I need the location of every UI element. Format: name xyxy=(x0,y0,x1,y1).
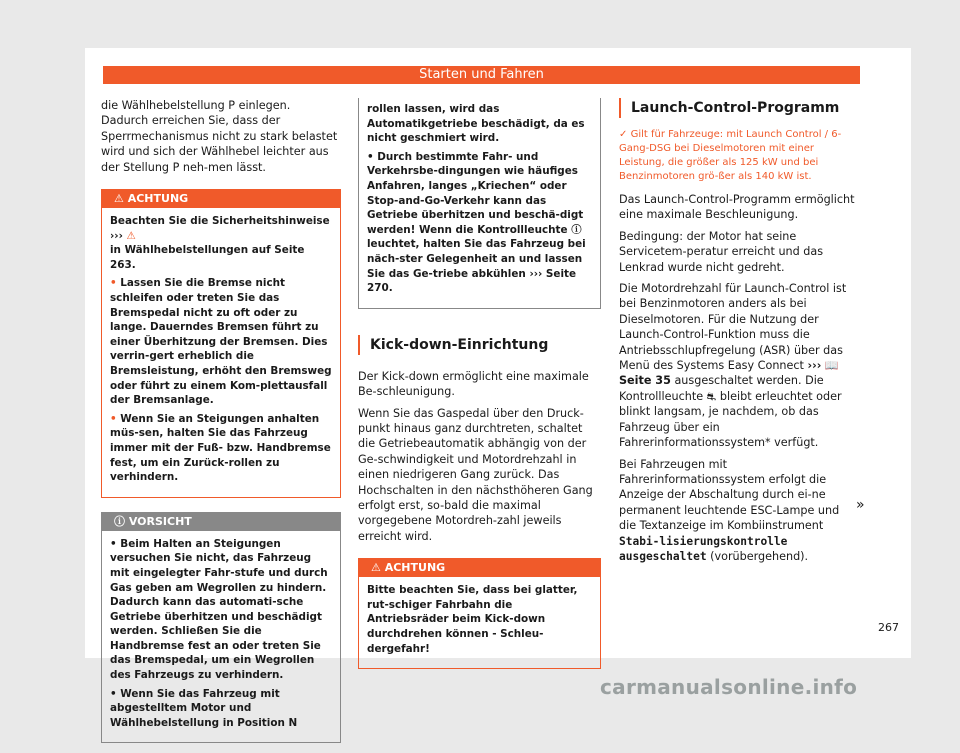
column-3 xyxy=(619,98,859,570)
caution-title: VORSICHT xyxy=(128,514,192,528)
warning-triangle-icon: ⚠ xyxy=(114,192,124,206)
esc-lamp-icon: ⛐ xyxy=(706,389,717,403)
caution-box xyxy=(101,512,341,744)
list-item: • Wenn Sie an Steigungen anhalten müs-sen, halten Sie das Fahrzeug immer mit der Fuß- bzw. Handbremse fest, um ein Zurück-rollen zu verhindern. xyxy=(110,412,331,484)
paragraph: Die Motordrehzahl für Launch-Control ist bei Benzinmotoren anders als bei Dieselmotoren. Für die Nutzung der Launch-Control-Funktion muss die Antriebsschlupfregelung (ASR) über das Menü des Systems Easy Connect ››› 📖 Seite 35 ausgeschaltet werden. Die Kontrollleuchte ⛐ bleibt erleuchtet oder blinkt langsam, je nachdem, ob das Fahrzeug über ein Fahrerinformationssystem* verfügt. xyxy=(619,282,847,450)
paragraph: Bei Fahrzeugen mit Fahrerinformationssystem erfolgt die Anzeige der Abschaltung durch ei-ne permanent leuchtende ESC-Lampe und die Textanzeige im Kombiinstrument Stabi-lisierungskontrolle ausgeschaltet (vorübergehend). xyxy=(619,457,840,563)
list-item: • Wenn Sie das Fahrzeug mit abgestelltem Motor und Wählhebelstellung in Position N xyxy=(110,687,298,729)
warning-ref-link[interactable]: in Wählhebelstellungen auf Seite 263. xyxy=(110,244,305,271)
list-item: • Durch bestimmte Fahr- und Verkehrsbe-dingungen wie häufiges Anfahren, langes „Kriechen“ oder Stop-and-Go-Verkehr kann das Getriebe überhitzen und beschä-digt werden! Wenn die Kontrollleuchte ⓘ leuchtet, halten Sie das Fahrzeug bei näch-ster Gelegenheit an und lassen Sie das Ge-triebe abkühlen ››› Seite 270. xyxy=(367,150,586,295)
list-item: • Beim Halten an Steigungen versuchen Sie nicht, das Fahrzeug mit eingelegter Fahr-stufe und durch Gas geben am Wegrollen zu hindern. Dadurch kann das automati-sche Getriebe überhitzen und beschädigt werden. Schließen Sie die Handbremse fest an oder treten Sie das Bremspedal, um ein Wegrollen des Fahrzeugs zu verhindern. xyxy=(110,537,328,682)
page-ref-arrow-icon: ››› xyxy=(529,267,543,280)
continue-mark: » xyxy=(856,497,865,513)
warning-ref-text: Beachten Sie die Sicherheitshinweise xyxy=(110,215,330,228)
intro-text: die Wählhebelstellung P einlegen. Dadurch erreichen Sie, dass der Sperrmechanismus nicht zu stark belastet wird und sich der Wählhebel leichter aus der Stellung P neh-men lässt. xyxy=(101,99,338,174)
warning-lamp-icon: ⓘ xyxy=(571,223,582,236)
paragraph: Bedingung: der Motor hat seine Servicetem-peratur erreicht und das Lenkrad wurde nicht gedreht. xyxy=(619,229,824,274)
warning-title: ACHTUNG xyxy=(384,561,446,575)
warning-ref-triangle-icon: ⚠ xyxy=(126,229,136,242)
warning-title: ACHTUNG xyxy=(127,192,189,206)
section-title-launch-control: Launch-Control-Programm xyxy=(619,98,859,118)
page-ref-arrow-icon: ››› xyxy=(110,229,123,242)
paragraph: Das Launch-Control-Programm ermöglicht eine maximale Beschleunigung. xyxy=(619,193,855,222)
paragraph: Wenn Sie das Gaspedal über den Druck-punkt hinaus ganz durchtreten, schaltet die Getriebeautomatik abhängig von der Ge-schwindigkeit und Motordrehzahl in einen niedrigeren Gang zurück. Das Hochschalten in den nächsthöheren Gang erfolgt erst, so-bald die maximal vorgegebene Motordreh-zahl jeweils erreicht wird. xyxy=(358,406,593,543)
column-2 xyxy=(358,98,601,679)
info-circle-icon: ⓘ xyxy=(114,514,125,528)
book-icon: 📖 xyxy=(824,359,839,373)
warning-box-2: ⚠ ACHTUNG Bitte beachten Sie, dass bei glatter, rut-schiger Fahrbahn die Antriebsräder beim Kick-down durchdrehen können - Schleu-dergefahr! xyxy=(358,558,601,669)
chapter-header: Starten und Fahren xyxy=(103,66,860,84)
list-item: • Lassen Sie die Bremse nicht schleifen oder treten Sie das Bremspedal nicht zu oft oder zu lange. Dauerndes Bremsen führt zu einer Überhitzung der Bremsen. Dies verrin-gert erheblich die Bremsleistung, erhöht den Bremsweg oder führt zu einem Kom-plettausfall der Bremsanlage. xyxy=(110,277,332,407)
warning-triangle-icon: ⚠ xyxy=(371,561,381,575)
caution-box-continued: rollen lassen, wird das Automatikgetriebe beschädigt, da es nicht geschmiert wird. • Durch bestimmte Fahr- und Verkehrsbe-dingungen wie häufiges Anfahren, langes „Kriechen“ oder Stop-and-Go-Verkehr kann das Getriebe überhitzen und beschä-digt werden! Wenn die Kontrollleuchte ⓘ leuchtet, halten Sie das Fahrzeug bei näch-ster Gelegenheit an und lassen Sie das Ge-triebe abkühlen ››› Seite 270. xyxy=(358,98,601,309)
page-ref-arrow-icon: ››› xyxy=(807,359,822,373)
column-1 xyxy=(101,98,341,753)
paragraph: Der Kick-down ermöglicht eine maximale Be-schleunigung. xyxy=(358,369,589,399)
applies-to-text: Gilt für Fahrzeuge: mit Launch Control / 6-Gang-DSG bei Dieselmotoren mit einer Leistung, die größer als 125 kW und bei Benzinmotoren grö-ßer als 140 kW ist. xyxy=(619,129,842,182)
watermark-text: carmanualsonline.info xyxy=(600,675,858,699)
section-title-kickdown: Kick-down-Einrichtung xyxy=(358,335,601,355)
warning-box-1 xyxy=(101,189,341,498)
checkmark-icon: ✓ xyxy=(619,129,628,140)
page-number: 267 xyxy=(878,621,899,634)
